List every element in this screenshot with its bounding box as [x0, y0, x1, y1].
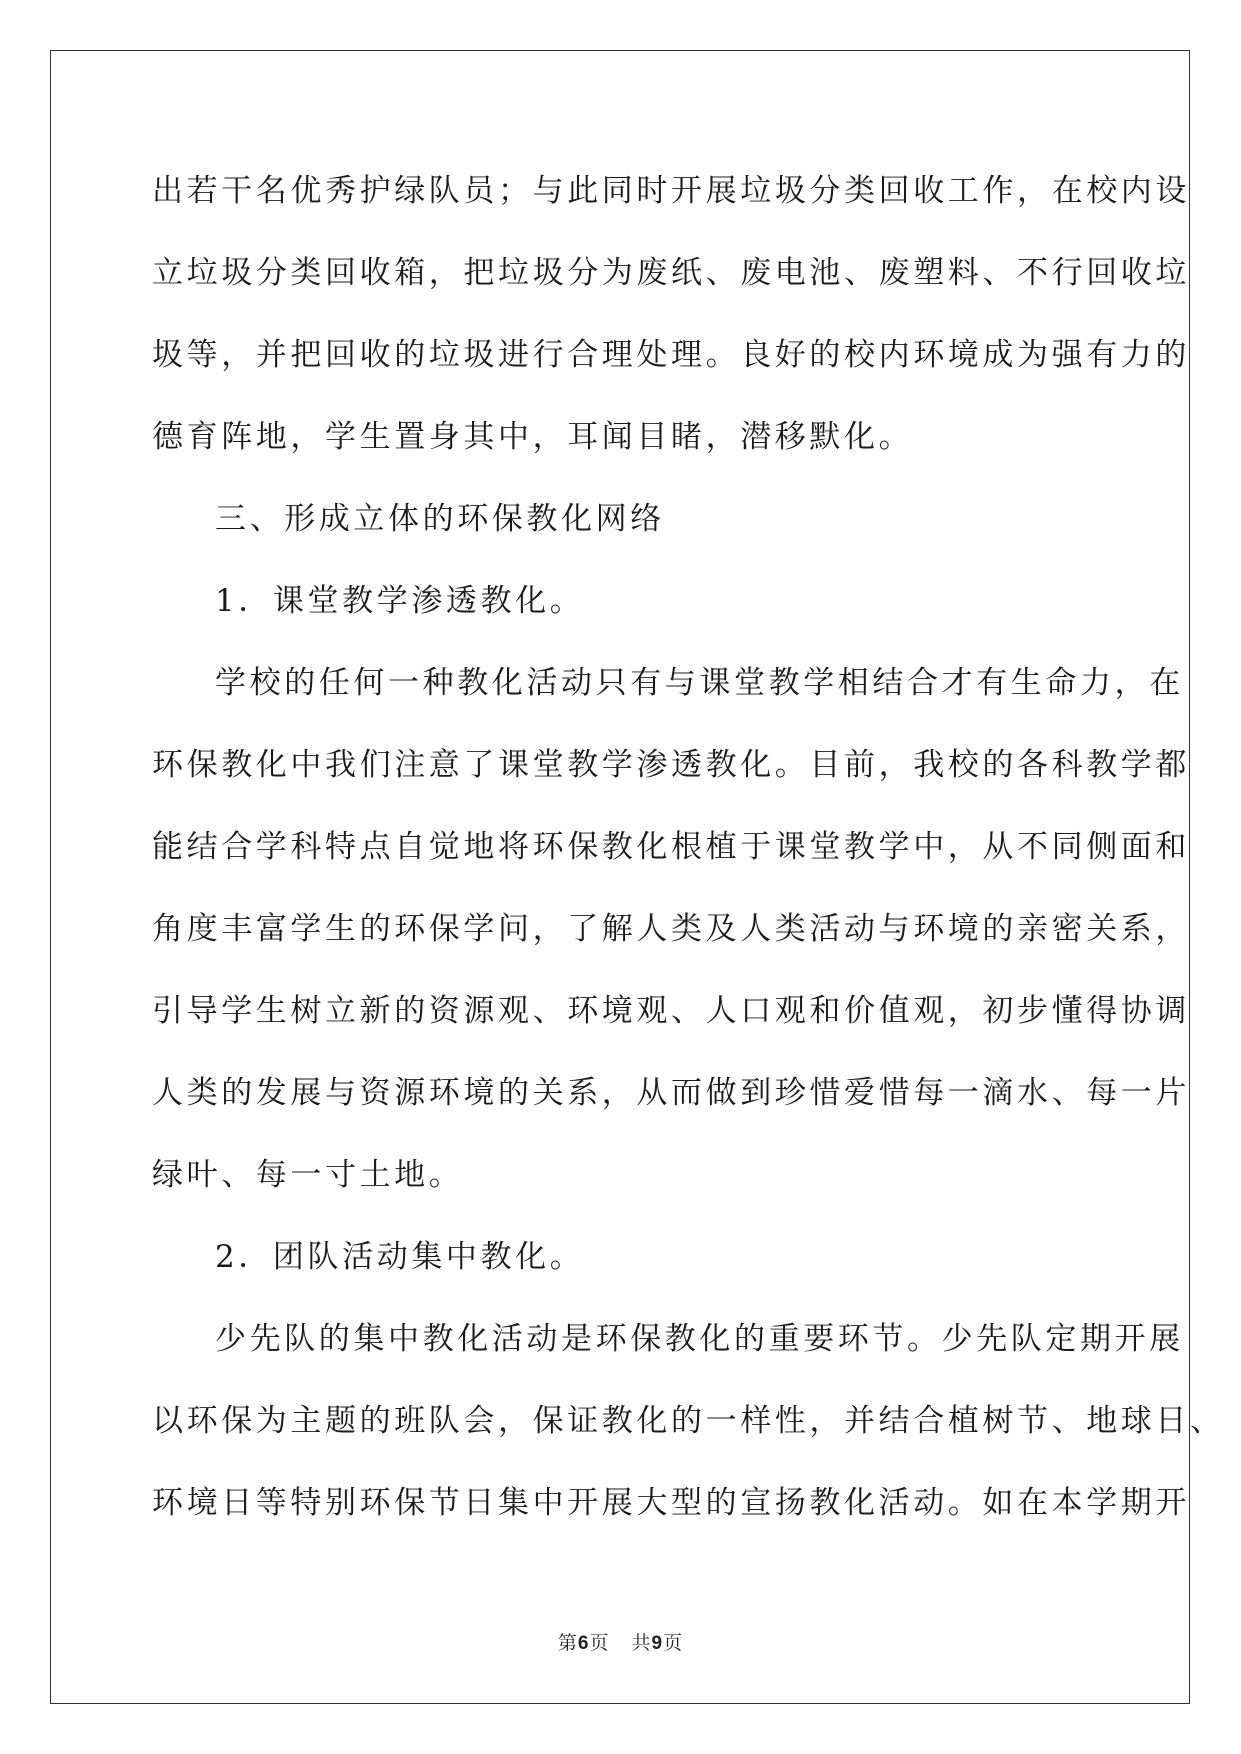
- text-line: 人类的发展与资源环境的关系，从而做到珍惜爱惜每一滴水、每一片: [152, 1075, 1190, 1111]
- page-suffix: 页: [589, 1632, 610, 1654]
- text-line: 绿叶、每一寸土地。: [152, 1157, 464, 1193]
- text-line: 引导学生树立新的资源观、环境观、人口观和价值观，初步懂得协调: [152, 993, 1190, 1029]
- paragraph-start: 少先队的集中教化活动是环保教化的重要环节。少先队定期开展: [215, 1321, 1184, 1357]
- text-line: 环保教化中我们注意了课堂教学渗透教化。目前，我校的各科教学都: [152, 747, 1190, 783]
- section-heading: 三、形成立体的环保教化网络: [215, 501, 665, 537]
- subsection-heading: 2．团队活动集中教化。: [215, 1239, 585, 1275]
- document-body: [152, 160, 1225, 1554]
- text-line: 圾等，并把回收的垃圾进行合理处理。良好的校内环境成为强有力的: [152, 337, 1190, 373]
- page-current: 6: [577, 1633, 590, 1654]
- text-line: 德育阵地，学生置身其中，耳闻目睹，潜移默化。: [152, 419, 914, 455]
- text-line: 角度丰富学生的环保学问，了解人类及人类活动与环境的亲密关系，: [152, 911, 1190, 947]
- text-line: 立垃圾分类回收箱，把垃圾分为废纸、废电池、废塑料、不行回收垃: [152, 255, 1190, 291]
- page-footer: [0, 1628, 1241, 1655]
- text-line: 环境日等特别环保节日集中开展大型的宣扬教化活动。如在本学期开: [152, 1485, 1190, 1521]
- paragraph-start: 学校的任何一种教化活动只有与课堂教学相结合才有生命力，在: [215, 665, 1184, 701]
- total-suffix: 页: [663, 1632, 684, 1654]
- page-total: 9: [651, 1633, 664, 1654]
- text-line: 能结合学科特点自觉地将环保教化根植于课堂教学中，从不同侧面和: [152, 829, 1190, 865]
- text-line: 以环保为主题的班队会，保证教化的一样性，并结合植树节、地球日、: [152, 1403, 1225, 1439]
- text-line: 出若干名优秀护绿队员；与此同时开展垃圾分类回收工作，在校内设: [152, 173, 1190, 209]
- subsection-heading: 1．课堂教学渗透教化。: [215, 583, 585, 619]
- total-prefix: 共: [631, 1632, 652, 1654]
- page-prefix: 第: [557, 1632, 578, 1654]
